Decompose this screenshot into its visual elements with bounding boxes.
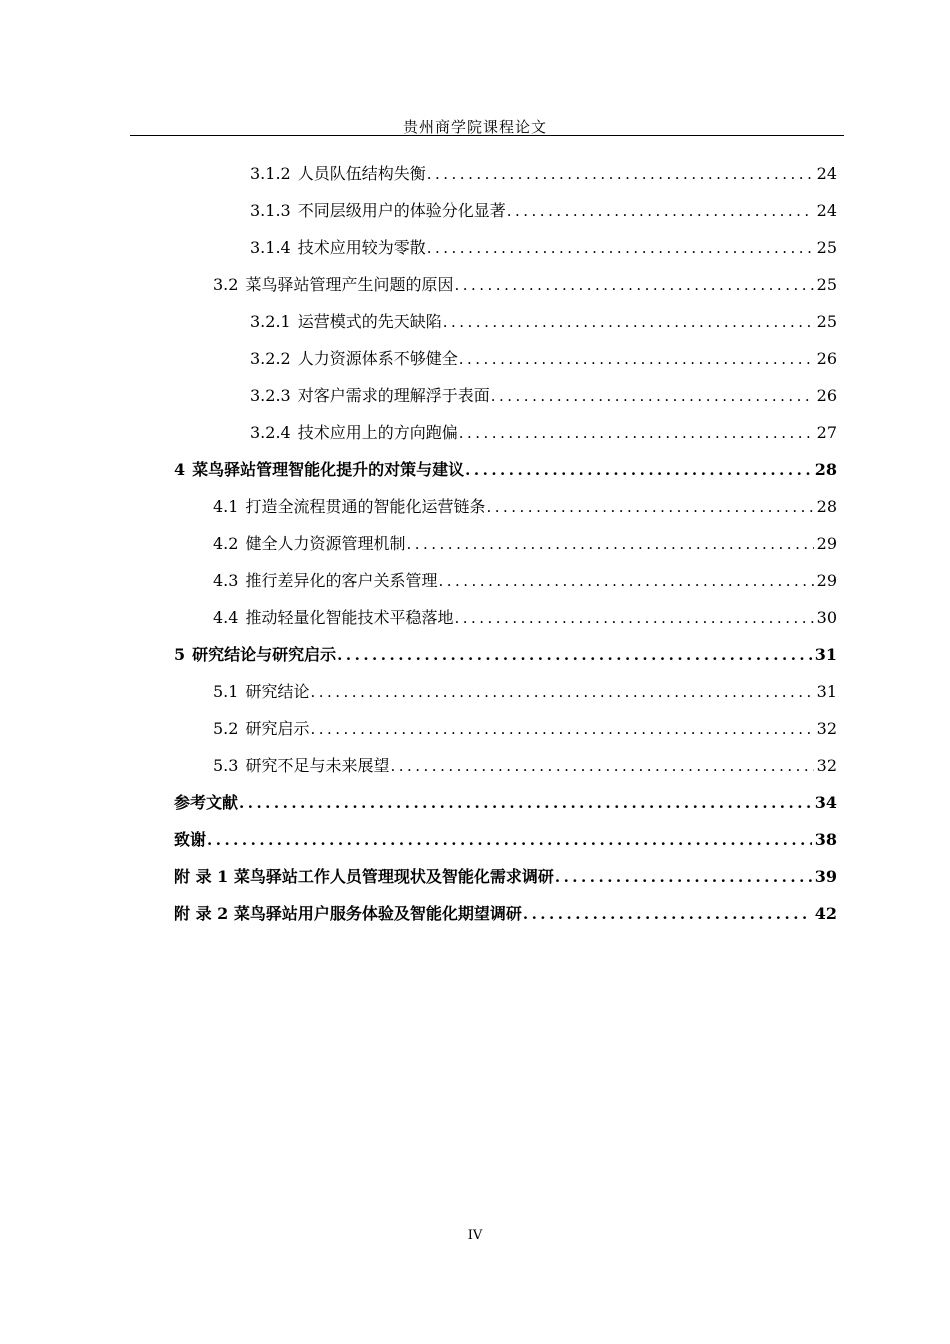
toc-dot-leader bbox=[443, 304, 814, 341]
toc-entry-number: 4.4 bbox=[213, 608, 239, 627]
toc-entry[interactable] bbox=[174, 821, 837, 858]
toc-dot-leader bbox=[465, 452, 812, 489]
toc-entry[interactable] bbox=[174, 858, 837, 895]
toc-entry-title: 运营模式的先天缺陷 bbox=[297, 312, 442, 331]
toc-dot-leader bbox=[427, 156, 814, 193]
toc-entry-page: 25 bbox=[816, 275, 837, 294]
toc-entry[interactable] bbox=[213, 747, 837, 784]
toc-entry-page: 38 bbox=[814, 830, 837, 849]
toc-entry[interactable] bbox=[213, 599, 837, 636]
toc-entry-title: 对客户需求的理解浮于表面 bbox=[297, 386, 490, 405]
toc-entry-title: 附 录 1 菜鸟驿站工作人员管理现状及智能化需求调研 bbox=[174, 867, 554, 886]
toc-entry-title: 技术应用上的方向跑偏 bbox=[297, 423, 458, 442]
toc-entry-page: 32 bbox=[816, 719, 837, 738]
toc-entry-title: 参考文献 bbox=[174, 793, 239, 812]
toc-entry-page: 39 bbox=[814, 867, 837, 886]
toc-entry-number: 3.2.3 bbox=[250, 386, 291, 405]
toc-entry-page: 24 bbox=[816, 164, 837, 183]
toc-entry[interactable] bbox=[213, 562, 837, 599]
toc-entry[interactable] bbox=[174, 451, 837, 488]
toc-entry-title: 技术应用较为零散 bbox=[297, 238, 426, 257]
toc-entry-title: 人员队伍结构失衡 bbox=[297, 164, 426, 183]
toc-entry-number: 4.1 bbox=[213, 497, 239, 516]
toc-entry[interactable] bbox=[213, 266, 837, 303]
toc-entry-number: 3.2 bbox=[213, 275, 239, 294]
toc-entry-number: 4.3 bbox=[213, 571, 239, 590]
toc-dot-leader bbox=[427, 230, 814, 267]
header-title: 贵州商学院课程论文 bbox=[402, 118, 547, 136]
toc-entry-title: 推行差异化的客户关系管理 bbox=[245, 571, 438, 590]
page-number: IV bbox=[467, 1228, 483, 1243]
toc-entry[interactable] bbox=[250, 229, 837, 266]
toc-dot-leader bbox=[438, 563, 813, 600]
toc-dot-leader bbox=[337, 637, 812, 674]
toc-entry[interactable] bbox=[250, 155, 837, 192]
toc-dot-leader bbox=[523, 896, 812, 933]
toc-entry[interactable] bbox=[174, 895, 837, 932]
toc-entry-title: 研究结论与研究启示 bbox=[192, 645, 337, 664]
toc-entry-title: 研究启示 bbox=[245, 719, 310, 738]
toc-entry-number: 4.2 bbox=[213, 534, 239, 553]
toc-entry-number: 3.2.2 bbox=[250, 349, 291, 368]
toc-entry-number: 3.2.1 bbox=[250, 312, 291, 331]
toc-dot-leader bbox=[555, 859, 812, 896]
toc-entry[interactable] bbox=[250, 340, 837, 377]
toc-entry-page: 27 bbox=[816, 423, 837, 442]
toc-entry[interactable] bbox=[174, 636, 837, 673]
toc-entry-number: 3.1.4 bbox=[250, 238, 291, 257]
toc-entry-page: 25 bbox=[816, 238, 837, 257]
toc-entry-number: 3.1.3 bbox=[250, 201, 291, 220]
toc-entry-page: 29 bbox=[816, 571, 837, 590]
toc-entry-title: 菜鸟驿站管理产生问题的原因 bbox=[245, 275, 454, 294]
toc-entry-title: 研究不足与未来展望 bbox=[245, 756, 390, 775]
toc-entry-page: 29 bbox=[816, 534, 837, 553]
toc-dot-leader bbox=[507, 193, 814, 230]
toc-entry-page: 34 bbox=[814, 793, 837, 812]
toc-dot-leader bbox=[454, 267, 813, 304]
toc-entry[interactable] bbox=[250, 414, 837, 451]
toc-entry-page: 31 bbox=[816, 682, 837, 701]
toc-entry-page: 25 bbox=[816, 312, 837, 331]
toc-dot-leader bbox=[310, 711, 813, 748]
toc-entry-title: 附 录 2 菜鸟驿站用户服务体验及智能化期望调研 bbox=[174, 904, 522, 923]
toc-entry-title: 打造全流程贯通的智能化运营链条 bbox=[245, 497, 486, 516]
toc-entry-page: 42 bbox=[814, 904, 837, 923]
toc-entry-page: 28 bbox=[816, 497, 837, 516]
toc-entry[interactable] bbox=[250, 377, 837, 414]
toc-entry-number: 5.1 bbox=[213, 682, 239, 701]
toc-entry[interactable] bbox=[250, 192, 837, 229]
toc-entry-page: 28 bbox=[814, 460, 837, 479]
toc-dot-leader bbox=[454, 600, 813, 637]
toc-entry[interactable] bbox=[213, 673, 837, 710]
toc-entry-page: 31 bbox=[814, 645, 837, 664]
toc-entry[interactable] bbox=[213, 488, 837, 525]
toc-dot-leader bbox=[491, 378, 814, 415]
toc-entry-page: 26 bbox=[816, 386, 837, 405]
toc-entry-title: 推动轻量化智能技术平稳落地 bbox=[245, 608, 454, 627]
toc-entry-title: 致谢 bbox=[174, 830, 207, 849]
toc-dot-leader bbox=[486, 489, 813, 526]
toc-entry-number: 3.1.2 bbox=[250, 164, 291, 183]
toc-entry-page: 26 bbox=[816, 349, 837, 368]
toc-entry-number: 3.2.4 bbox=[250, 423, 291, 442]
toc-entry-number: 5 bbox=[174, 645, 186, 664]
toc-entry-page: 32 bbox=[816, 756, 837, 775]
toc-dot-leader bbox=[459, 415, 814, 452]
toc-entry[interactable] bbox=[250, 303, 837, 340]
toc-entry-number: 5.3 bbox=[213, 756, 239, 775]
toc-dot-leader bbox=[239, 785, 812, 822]
toc-entry-title: 人力资源体系不够健全 bbox=[297, 349, 458, 368]
toc-dot-leader bbox=[390, 748, 813, 785]
toc-entry[interactable] bbox=[174, 784, 837, 821]
toc-entry-number: 4 bbox=[174, 460, 186, 479]
toc-entry[interactable] bbox=[213, 710, 837, 747]
toc-entry[interactable] bbox=[213, 525, 837, 562]
toc-entry-number: 5.2 bbox=[213, 719, 239, 738]
toc-entry-title: 健全人力资源管理机制 bbox=[245, 534, 406, 553]
toc-dot-leader bbox=[310, 674, 813, 711]
toc-entry-title: 研究结论 bbox=[245, 682, 310, 701]
toc-dot-leader bbox=[406, 526, 813, 563]
toc-dot-leader bbox=[459, 341, 814, 378]
toc-dot-leader bbox=[207, 822, 812, 859]
toc-entry-page: 30 bbox=[816, 608, 837, 627]
toc-entry-title: 不同层级用户的体验分化显著 bbox=[297, 201, 506, 220]
toc-entry-title: 菜鸟驿站管理智能化提升的对策与建议 bbox=[192, 460, 465, 479]
header-rule bbox=[130, 135, 844, 136]
toc-entry-page: 24 bbox=[816, 201, 837, 220]
